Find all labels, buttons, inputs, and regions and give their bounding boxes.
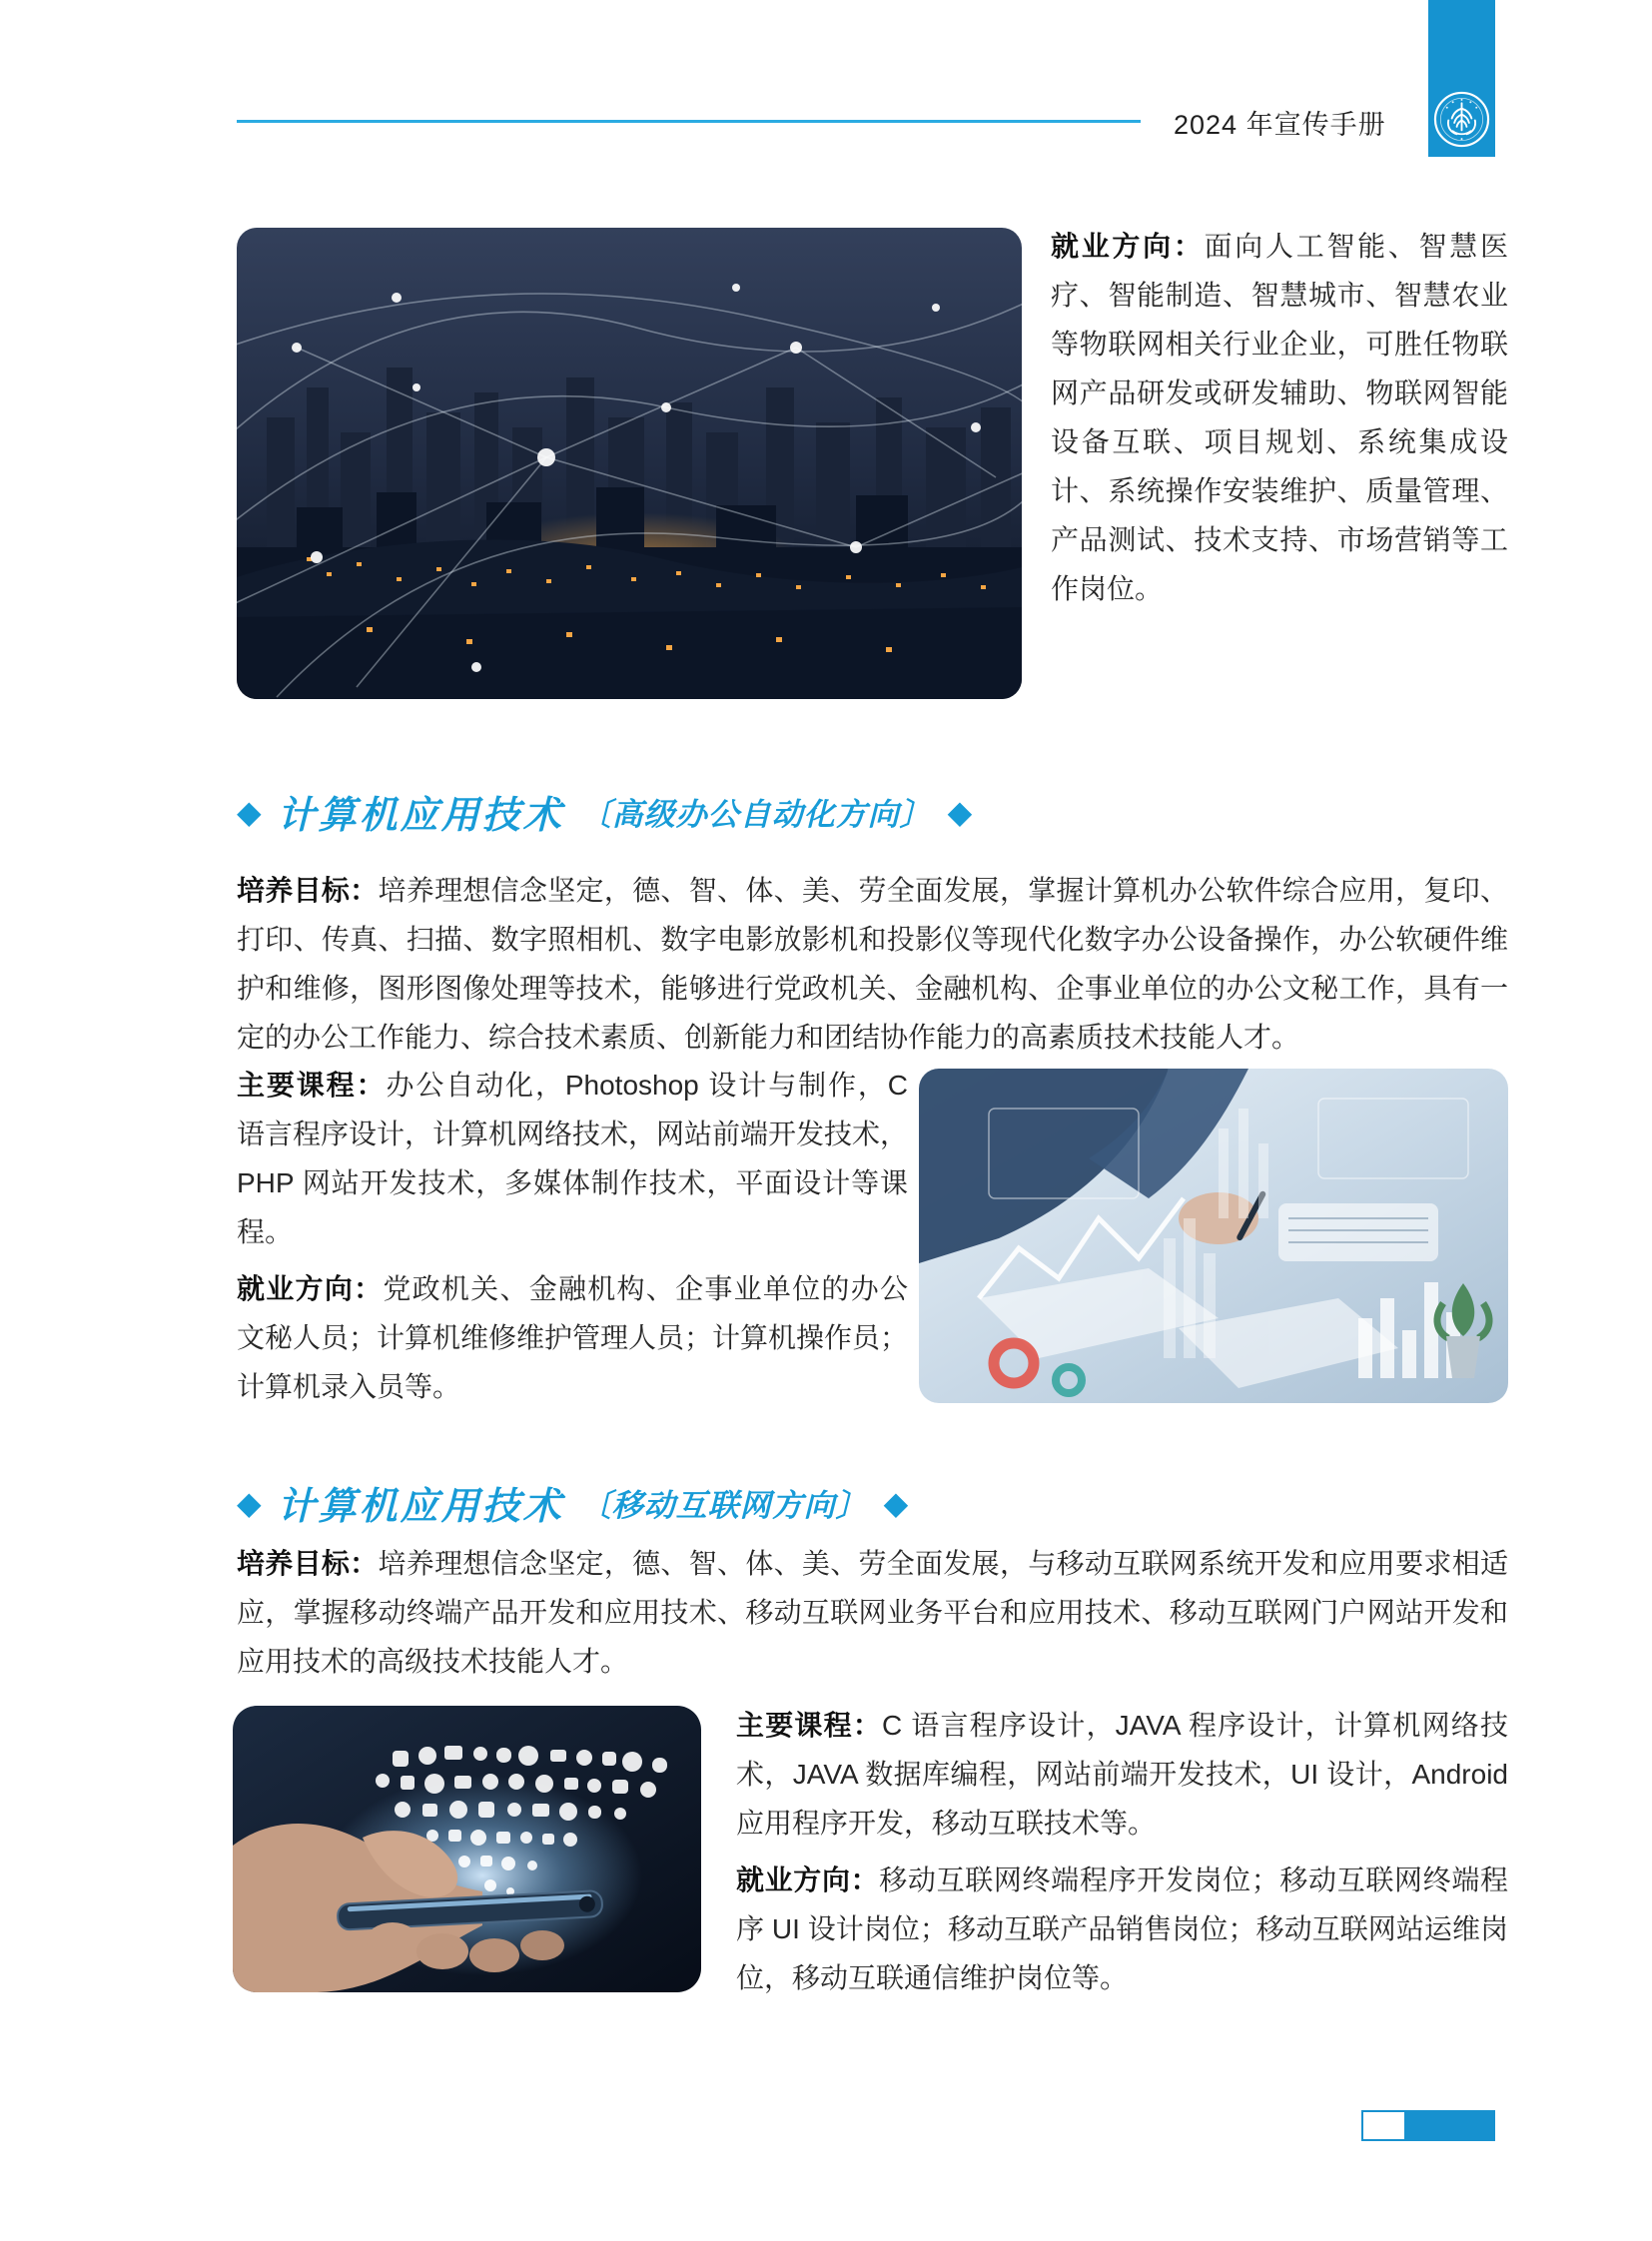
courses-employment-block-1 (237, 1061, 908, 1411)
city-night-network-photo (237, 228, 1022, 699)
employment-paragraph (237, 1264, 908, 1411)
footer-marker-fill (1406, 2110, 1495, 2141)
section-title: 计算机应用技术 (277, 795, 564, 837)
section-title: 计算机应用技术 (277, 1486, 564, 1528)
employment-text: 党政机关、金融机构、企事业单位的办公文秘人员；计算机维修维护管理人员；计算机操作员；计算机录入员等。 (237, 1273, 909, 1402)
objective-label: 培养目标： (237, 1548, 379, 1579)
diamond-icon: ◆ (947, 793, 973, 830)
school-banner (1428, 0, 1495, 157)
objective-paragraph (237, 1539, 1508, 1686)
hand-smartphone-app-icons-photo (233, 1706, 701, 1992)
section-heading-office-automation (237, 784, 972, 839)
section-subtitle: 〔高级办公自动化方向〕 (579, 797, 932, 832)
employment-paragraph (736, 1856, 1508, 2002)
courses-paragraph (237, 1061, 908, 1256)
courses-paragraph (736, 1701, 1508, 1848)
courses-text: 办公自动化，Photoshop 设计与制作，C 语言程序设计，计算机网络技术，网站前端开发技术，PHP 网站开发技术，多媒体制作技术，平面设计等课程。 (237, 1070, 909, 1247)
school-seal-icon (1432, 90, 1491, 149)
diamond-icon: ◆ (237, 1484, 262, 1521)
footer-marker-outline (1361, 2110, 1406, 2141)
courses-label: 主要课程： (237, 1070, 387, 1101)
objective-paragraph (237, 866, 1508, 1062)
courses-text: C 语言程序设计，JAVA 程序设计，计算机网络技术，JAVA 数据库编程，网站前端开发技术，UI 设计，Android 应用程序开发，移动互联技术等。 (736, 1710, 1508, 1839)
objective-text: 培养理想信念坚定，德、智、体、美、劳全面发展，与移动互联网系统开发和应用要求相适应，掌握移动终端产品开发和应用技术、移动互联网业务平台和应用技术、移动互联网门户网站开发和应用技术的高级技术技能人才。 (237, 1548, 1508, 1677)
employment-label: 就业方向： (1051, 231, 1205, 262)
office-desk-charts-photo (919, 1069, 1508, 1403)
objective-block-1 (237, 866, 1508, 1062)
objective-block-2 (237, 1539, 1508, 1686)
courses-employment-block-2 (736, 1701, 1508, 2002)
employment-text: 移动互联网终端程序开发岗位；移动互联网终端程序 UI 设计岗位；移动互联产品销售岗位；移动互联网站运维岗位，移动互联通信维护岗位等。 (736, 1865, 1508, 1993)
header-rule (237, 120, 1141, 123)
objective-label: 培养目标： (237, 875, 379, 906)
section-heading-mobile-internet (237, 1475, 908, 1530)
page-title: 2024 年宣传手册 (1174, 110, 1386, 140)
employment-label: 就业方向： (736, 1865, 880, 1895)
diamond-icon: ◆ (883, 1484, 909, 1521)
footer-page-marker (1361, 2110, 1495, 2141)
objective-text: 培养理想信念坚定，德、智、体、美、劳全面发展，掌握计算机办公软件综合应用，复印、打印、传真、扫描、数字照相机、数字电影放影机和投影仪等现代化数字办公设备操作，办公软硬件维护和维修，图形图像处理等技术，能够进行党政机关、金融机构、企事业单位的办公文秘工作，具有一定的办公工作能力、综合技术素质、创新能力和团结协作能力的高素质技术技能人才。 (237, 875, 1508, 1053)
intro-employment-block (1051, 222, 1508, 613)
diamond-icon: ◆ (237, 793, 262, 830)
intro-employment-paragraph (1051, 222, 1508, 613)
employment-label: 就业方向： (237, 1273, 384, 1304)
section-subtitle: 〔移动互联网方向〕 (579, 1488, 868, 1523)
employment-text: 面向人工智能、智慧医疗、智能制造、智慧城市、智慧农业等物联网相关行业企业，可胜任物联网产品研发或研发辅助、物联网智能设备互联、项目规划、系统集成设计、系统操作安装维护、质量管理、产品测试、技术支持、市场营销等工作岗位。 (1051, 231, 1508, 604)
courses-label: 主要课程： (736, 1710, 883, 1741)
